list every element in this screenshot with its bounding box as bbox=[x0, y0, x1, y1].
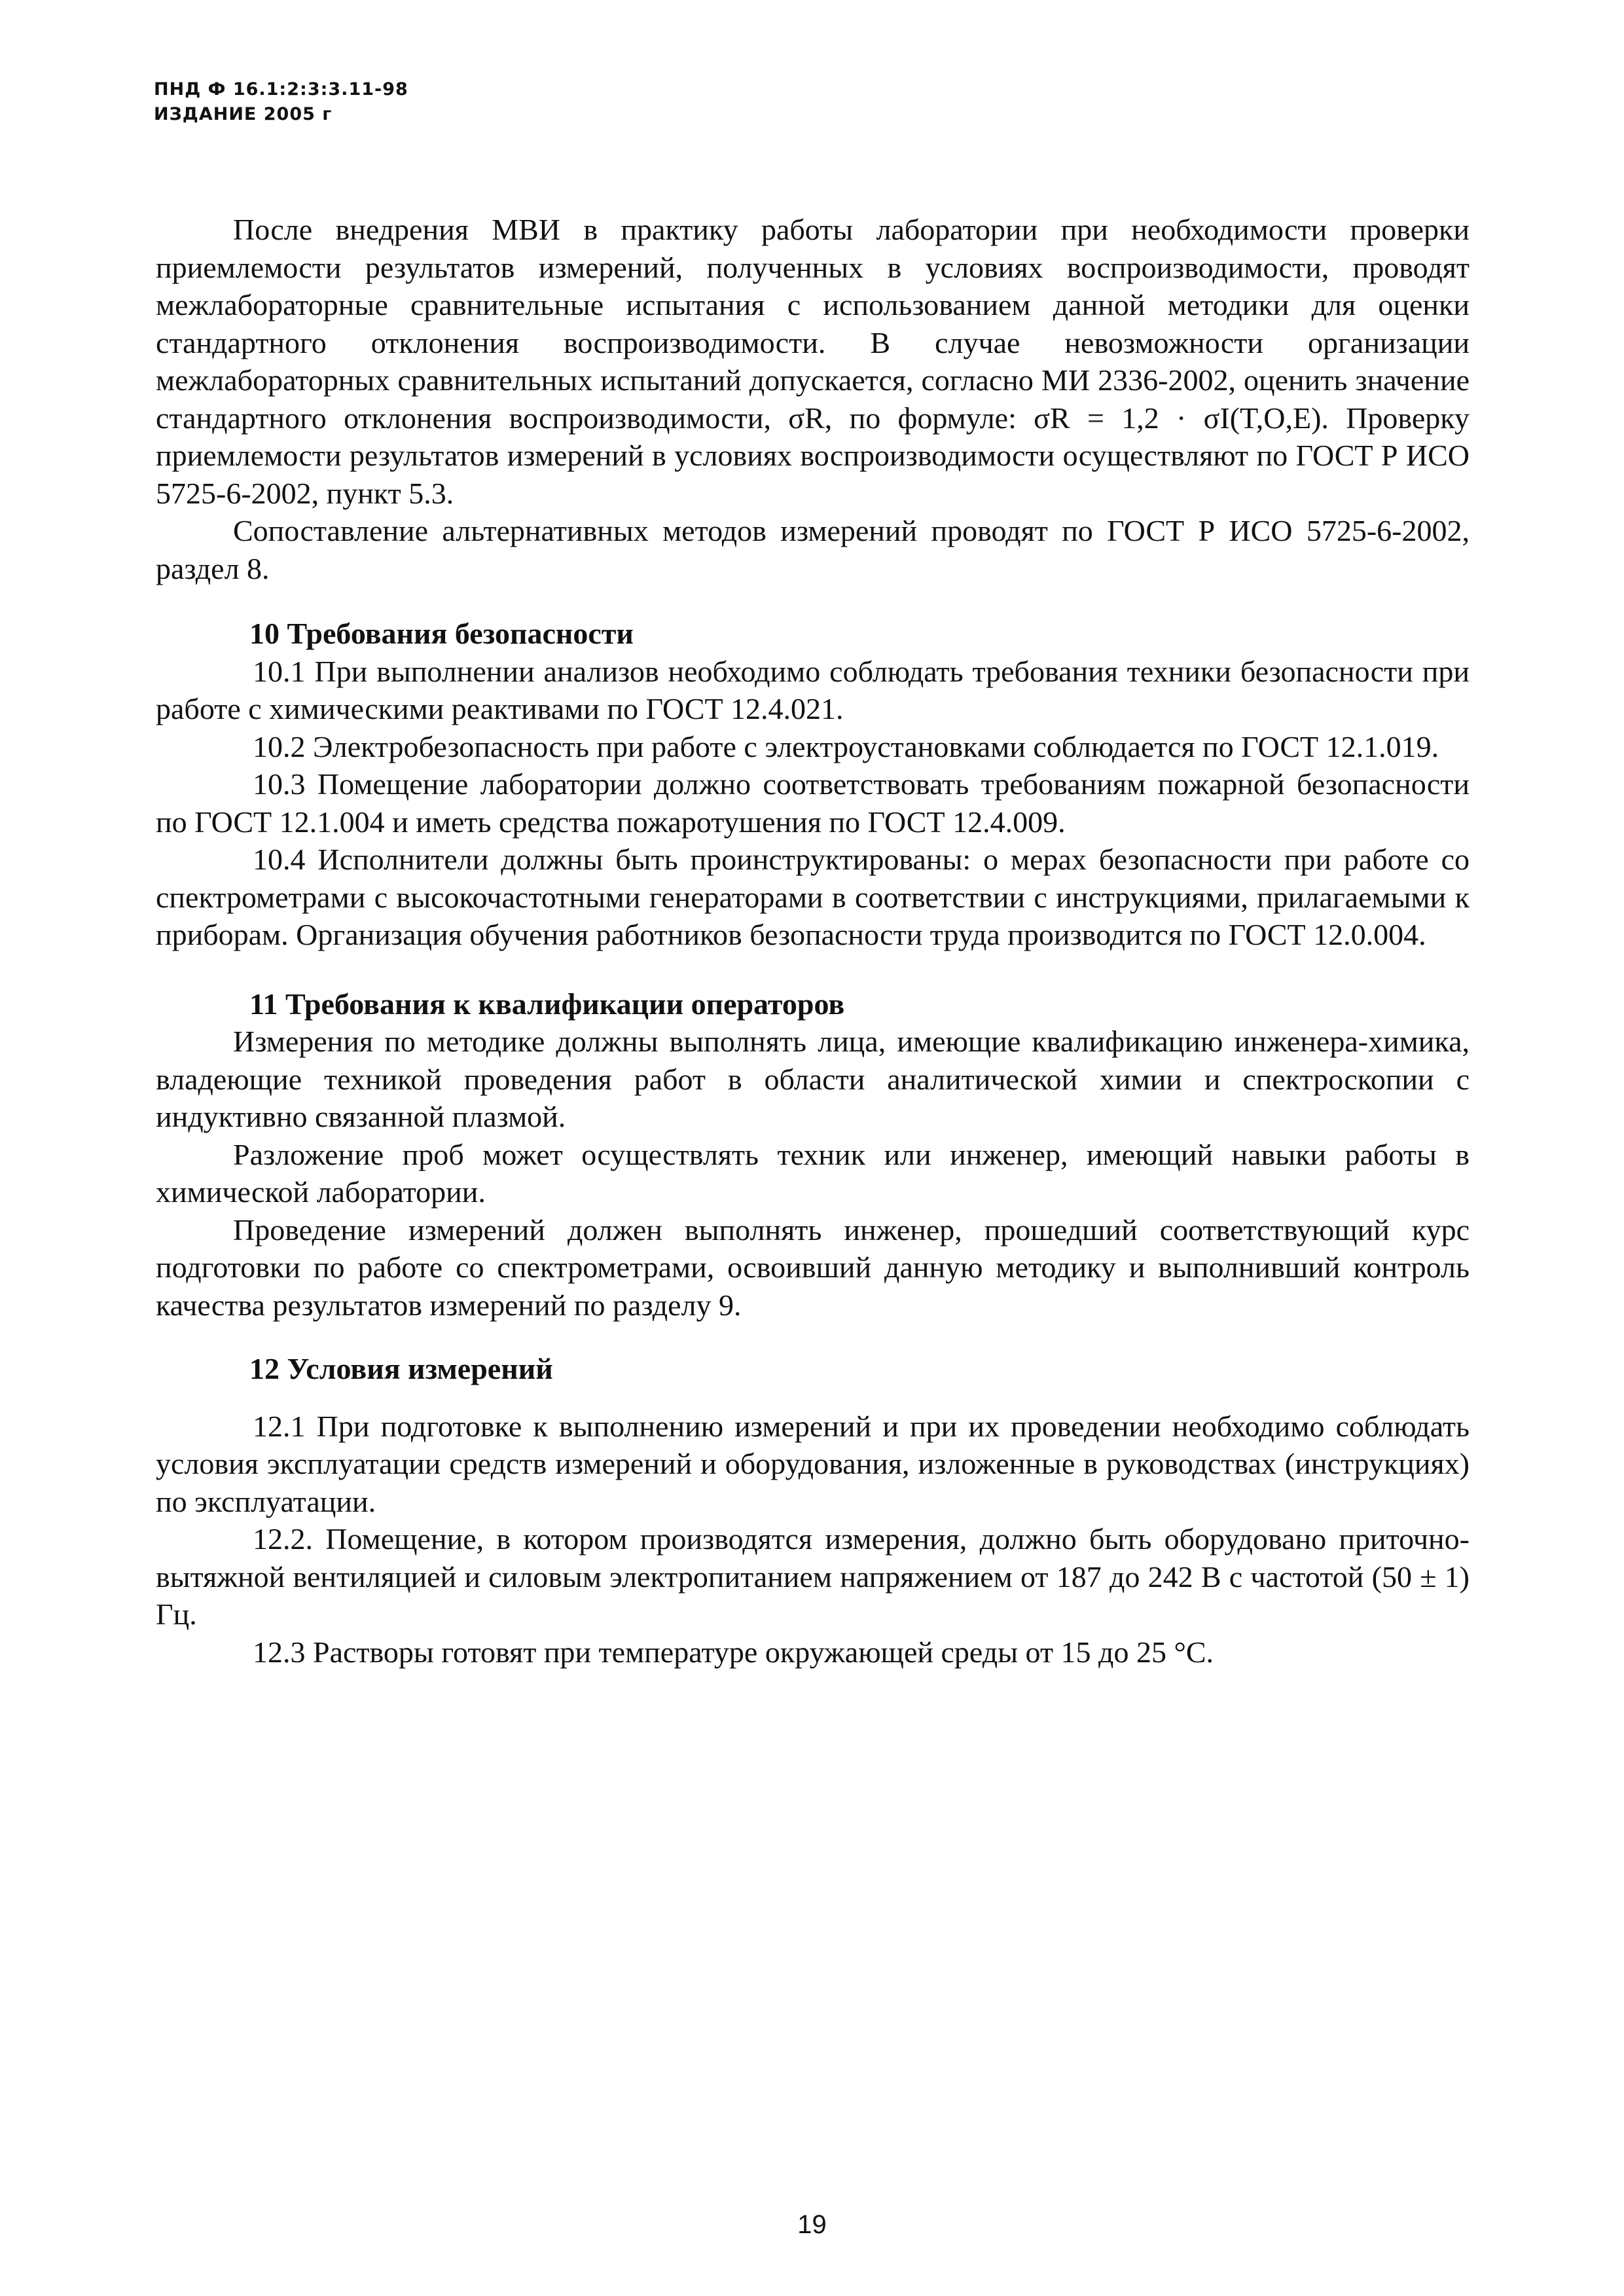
document-edition: ИЗДАНИЕ 2005 г bbox=[154, 104, 333, 124]
section-12-3: 12.3 Растворы готовят при температуре окружающей среды от 15 до 25 °С. bbox=[253, 1635, 1214, 1669]
page-number: 19 bbox=[797, 2210, 827, 2239]
intro-paragraph-2: Сопоставление альтернативных методов измерений проводят по ГОСТ Р ИСО 5725-6-2002, раздел 8. bbox=[156, 514, 1470, 585]
section-10-2: 10.2 Электробезопасность при работе с электроустановками соблюдается по ГОСТ 12.1.019. bbox=[253, 729, 1439, 763]
section-11-paragraph-1: Измерения по методике должны выполнять лица, имеющие квалификацию инженера-химика, владеющие техникой проведения работ в области аналитической химии и спектроскопии с индуктивно связанной плазмой. bbox=[156, 1025, 1470, 1133]
document-header bbox=[154, 77, 408, 127]
section-11-heading: 11 Требования к квалификации операторов bbox=[249, 987, 845, 1021]
document-code: ПНД Ф 16.1:2:3:3.11-98 bbox=[154, 79, 408, 100]
section-11-paragraph-3: Проведение измерений должен выполнять инженер, прошедший соответствующий курс подготовки по работе со спектрометрами, освоивший данную методику и выполнивший контроль качества результатов измерений по разделу 9. bbox=[156, 1212, 1470, 1322]
section-10-heading: 10 Требования безопасности bbox=[249, 617, 634, 650]
section-12-2: 12.2. Помещение, в котором производятся измерения, должно быть оборудовано приточно-вытяжной вентиляцией и силовым электропитанием напряжением от 187 до 242 В с частотой (50 ± 1) Гц. bbox=[156, 1522, 1470, 1631]
intro-paragraph-1: После внедрения МВИ в практику работы лаборатории при необходимости проверки приемлемости результатов измерений, полученных в условиях воспроизводимости, проводят межлабораторные сравнительные испытания с использованием данной методики для оценки стандартного отклонения воспроизводимости. В случае невозможности организации межлабораторных сравнительных испытаний допускается, согласно МИ 2336-2002, оценить значение стандартного отклонения воспроизводимости, σR, по формуле: σR = 1,2 · σI(T,O,E). Проверку приемлемости результатов измерений в условиях воспроизводимости осуществляют по ГОСТ Р ИСО 5725-6-2002, пункт 5.3. bbox=[156, 213, 1470, 510]
section-10-4: 10.4 Исполнители должны быть проинструктированы: о мерах безопасности при работе со спектрометрами с высокочастотными генераторами в соответствии с инструкциями, прилагаемыми к приборам. Организация обучения работников безопасности труда производится по ГОСТ 12.0.004. bbox=[156, 843, 1470, 951]
section-12-heading: 12 Условия измерений bbox=[249, 1352, 553, 1385]
section-10-1: 10.1 При выполнении анализов необходимо соблюдать требования техники безопасности при работе с химическими реактивами по ГОСТ 12.4.021. bbox=[156, 654, 1470, 725]
document-body bbox=[156, 211, 1470, 1671]
section-12-1: 12.1 При подготовке к выполнению измерений и при их проведении необходимо соблюдать условия эксплуатации средств измерений и оборудования, изложенные в руководствах (инструкциях) по эксплуатации. bbox=[156, 1409, 1470, 1518]
section-11-paragraph-2: Разложение проб может осуществлять техник или инженер, имеющий навыки работы в химической лаборатории. bbox=[156, 1137, 1470, 1209]
section-10-3: 10.3 Помещение лаборатории должно соответствовать требованиям пожарной безопасности по ГОСТ 12.1.004 и иметь средства пожаротушения по ГОСТ 12.4.009. bbox=[156, 767, 1470, 839]
